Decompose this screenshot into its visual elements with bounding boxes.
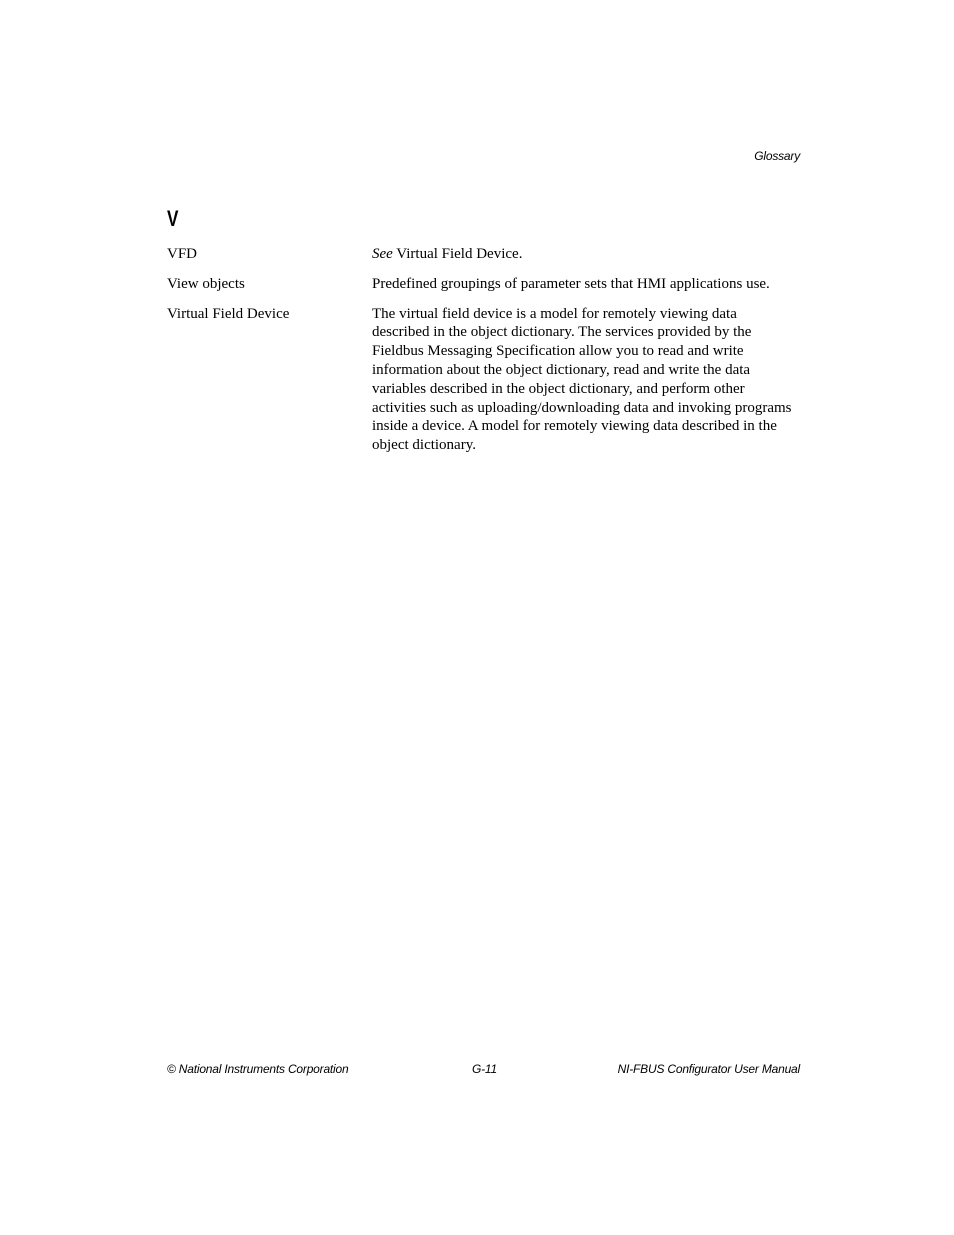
see-reference-label: See (372, 246, 393, 262)
glossary-list (167, 245, 807, 466)
section-heading: V (167, 206, 179, 231)
glossary-term: Virtual Field Device (167, 305, 290, 322)
glossary-term: VFD (167, 246, 198, 262)
glossary-entry-vfd (167, 245, 807, 264)
glossary-definition (372, 245, 792, 264)
glossary-definition: Predefined groupings of parameter sets that HMI applications use. (372, 275, 770, 292)
glossary-term: View objects (167, 275, 245, 292)
glossary-definition: The virtual field device is a model for remotely viewing data described in the object dictionary. The services provided by the Fieldbus Messaging Specification allow you to read and write information about the object dictionary, read and write the data variables described in the object dictionary, and perform other activities such as uploading/downloading data and invoking programs inside a device. A model for remotely viewing data described in the object dictionary. (372, 305, 792, 454)
running-header: Glossary (754, 149, 800, 163)
manual-title: NI-FBUS Configurator User Manual (617, 1062, 800, 1076)
cross-reference-text: Virtual Field Device. (392, 246, 523, 262)
glossary-entry-virtual-field-device (167, 305, 807, 455)
footer-copyright: © National Instruments Corporation (167, 1062, 349, 1076)
page-number: G-11 (472, 1062, 497, 1076)
glossary-entry-view-objects (167, 275, 807, 294)
